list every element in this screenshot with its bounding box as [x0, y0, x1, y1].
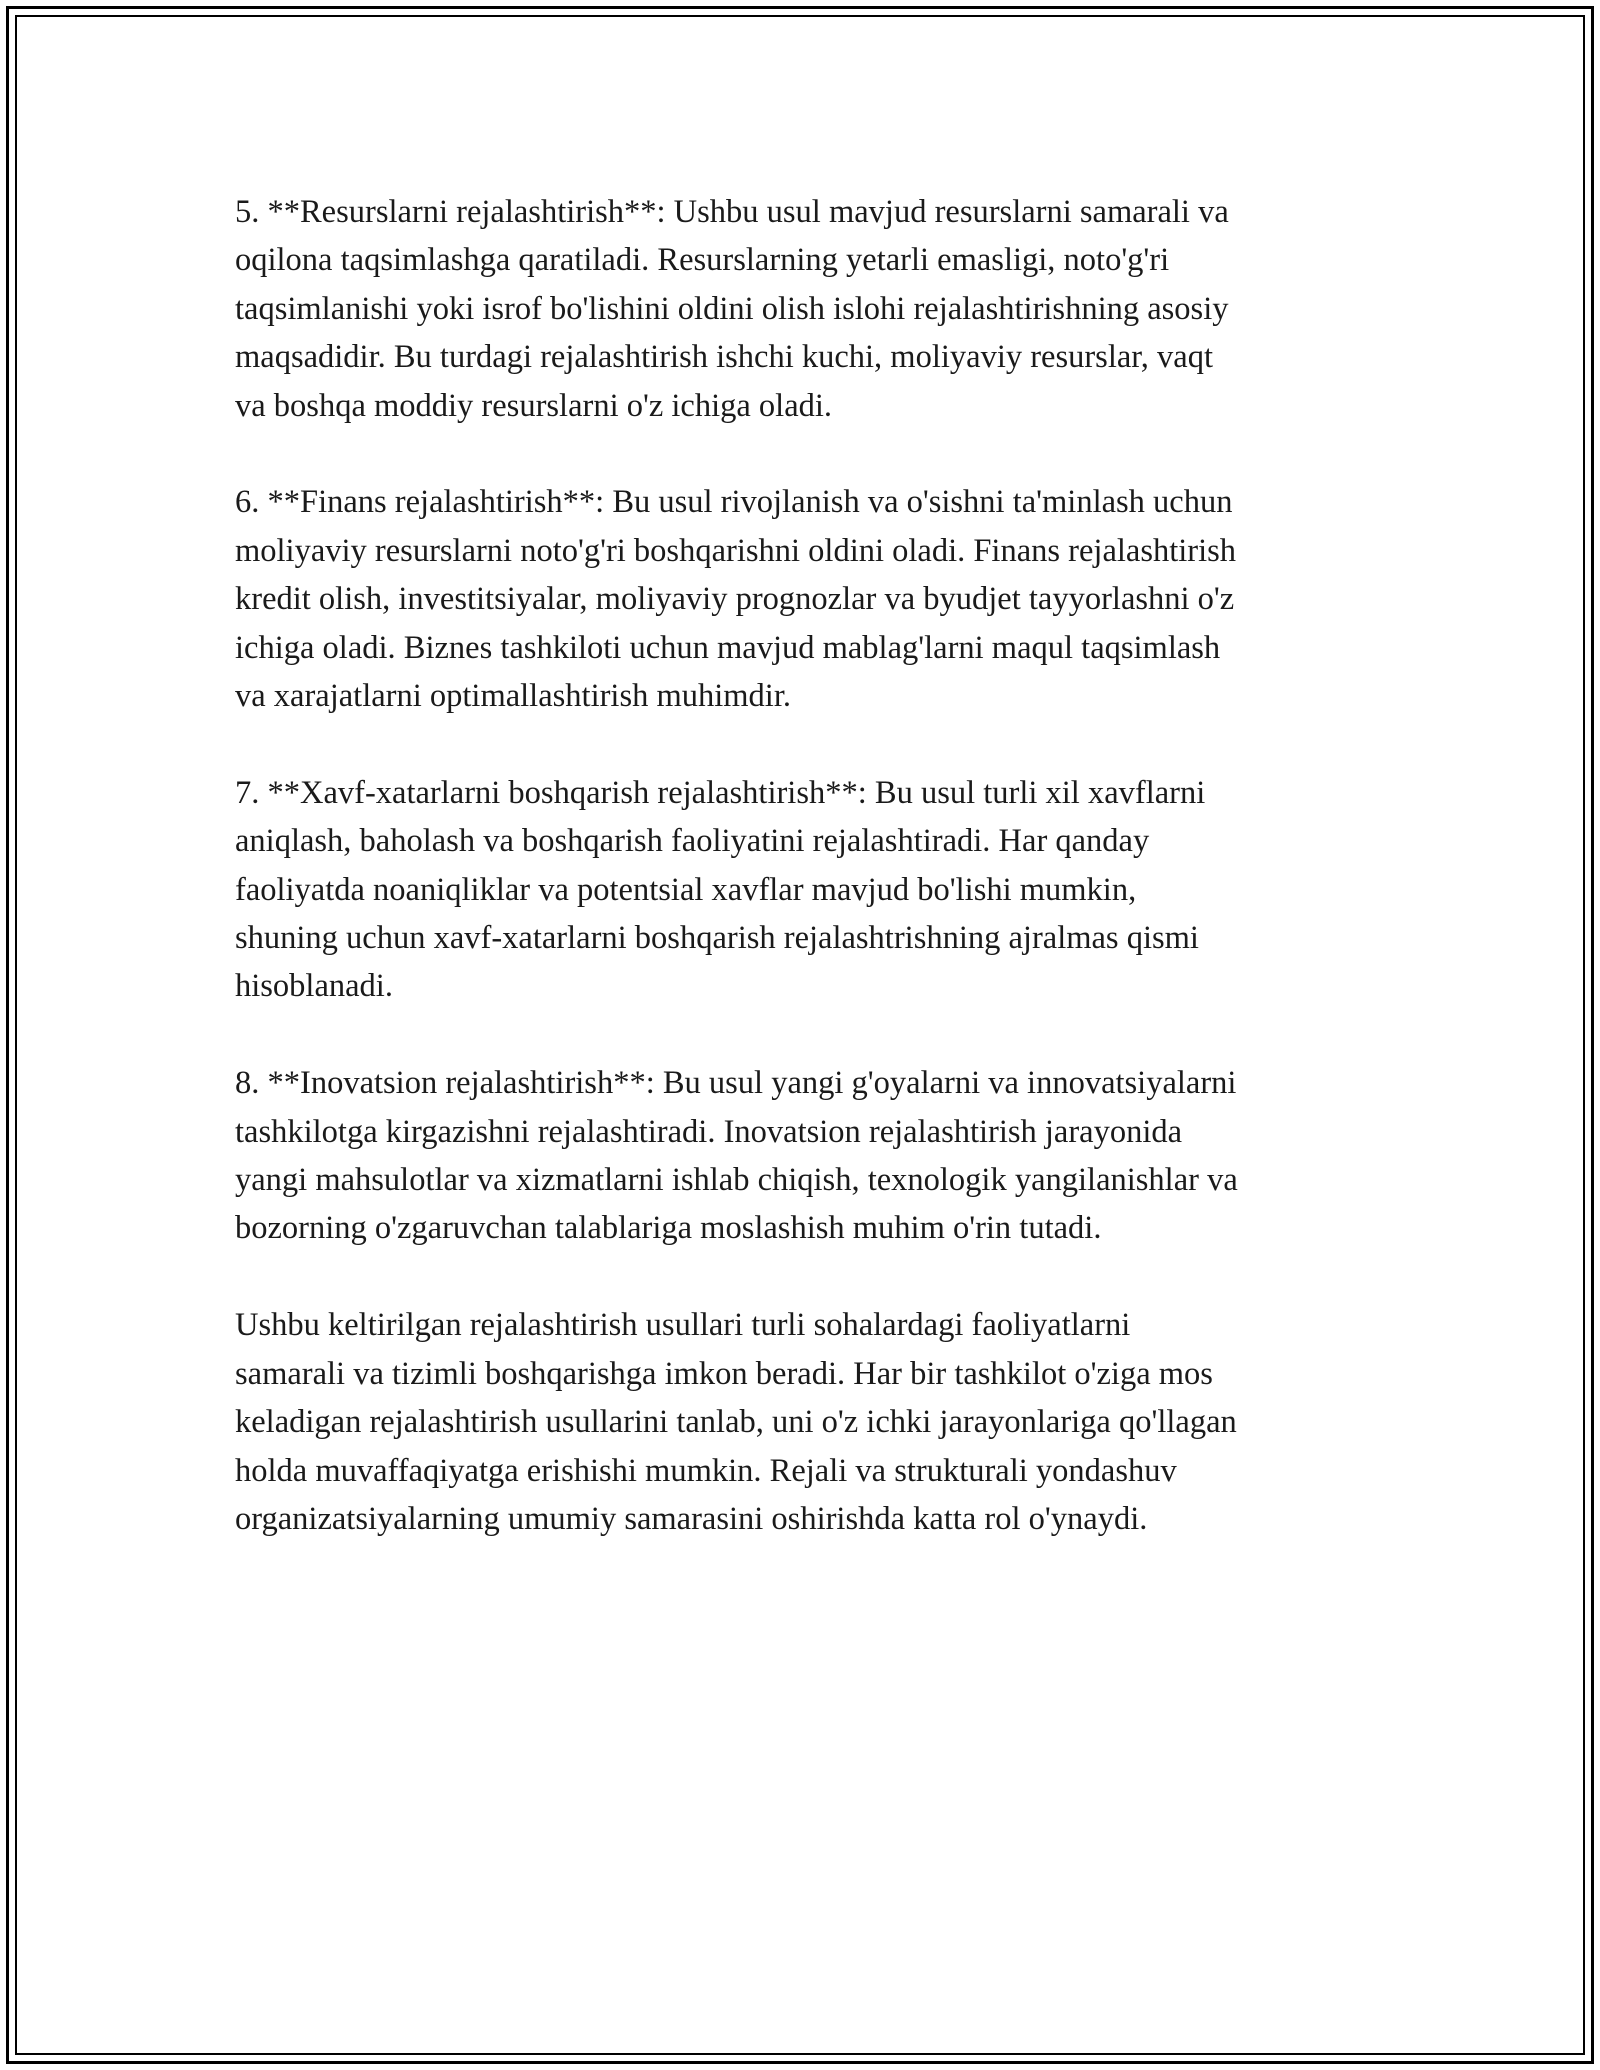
paragraph-innovation-planning: 8. **Inovatsion rejalashtirish**: Bu usul yangi g'oyalarni va innovatsiyalarni tashkilotga kirgazishni rejalashtiradi. Inovatsion rejalashtirish jarayonida yangi mahsulotlar va xizmatlarni ishlab chiqish, texnologik yangilanishlar va bozorning o'zgaruvchan talablariga moslashish muhim o'rin tutadi. [235, 1065, 1238, 1247]
paragraph-resource-planning: 5. **Resurslarni rejalashtirish**: Ushbu usul mavjud resurslarni samarali va oqilona taqsimlashga qaratiladi. Resurslarning yetarli emasligi, noto'g'ri taqsimlanishi yoki isrof bo'lishini oldini olish islohi rejalashtirishning asosiy maqsadidir. Bu turdagi rejalashtirish ishchi kuchi, moliyaviy resurslar, vaqt va boshqa moddiy resurslarni o'z ichiga oladi. [235, 194, 1229, 424]
paragraph-conclusion: Ushbu keltirilgan rejalashtirish usullari turli sohalardagi faoliyatlarni samarali va tizimli boshqarishga imkon beradi. Har bir tashkilot o'ziga mos keladigan rejalashtirish usullarini tanlab, uni o'z ichki jarayonlariga qo'llagan holda muvaffaqiyatga erishishi mumkin. Rejali va strukturali yondashuv organizatsiyalarning umumiy samarasini oshirishda katta rol o'ynaydi. [235, 1307, 1237, 1537]
paragraph-finance-planning: 6. **Finans rejalashtirish**: Bu usul rivojlanish va o'sishni ta'minlash uchun moliyaviy resurslarni noto'g'ri boshqarishni oldini oladi. Finans rejalashtirish kredit olish, investitsiyalar, moliyaviy prognozlar va byudjet tayyorlashni o'z ichiga oladi. Biznes tashkiloti uchun mavjud mablag'larni maqul taqsimlash va xarajatlarni optimallashtirish muhimdir. [235, 484, 1237, 715]
document-body [235, 188, 1375, 1592]
paragraph-risk-planning: 7. **Xavf-xatarlarni boshqarish rejalashtirish**: Bu usul turli xil xavflarni aniqlash, baholash va boshqarish faoliyatini rejalashtiradi. Har qanday faoliyatda noaniqliklar va potentsial xavflar mavjud bo'lishi mumkin, shuning uchun xavf-xatarlarni boshqarish rejalashtrishning ajralmas qismi hisoblanadi. [235, 774, 1206, 1005]
